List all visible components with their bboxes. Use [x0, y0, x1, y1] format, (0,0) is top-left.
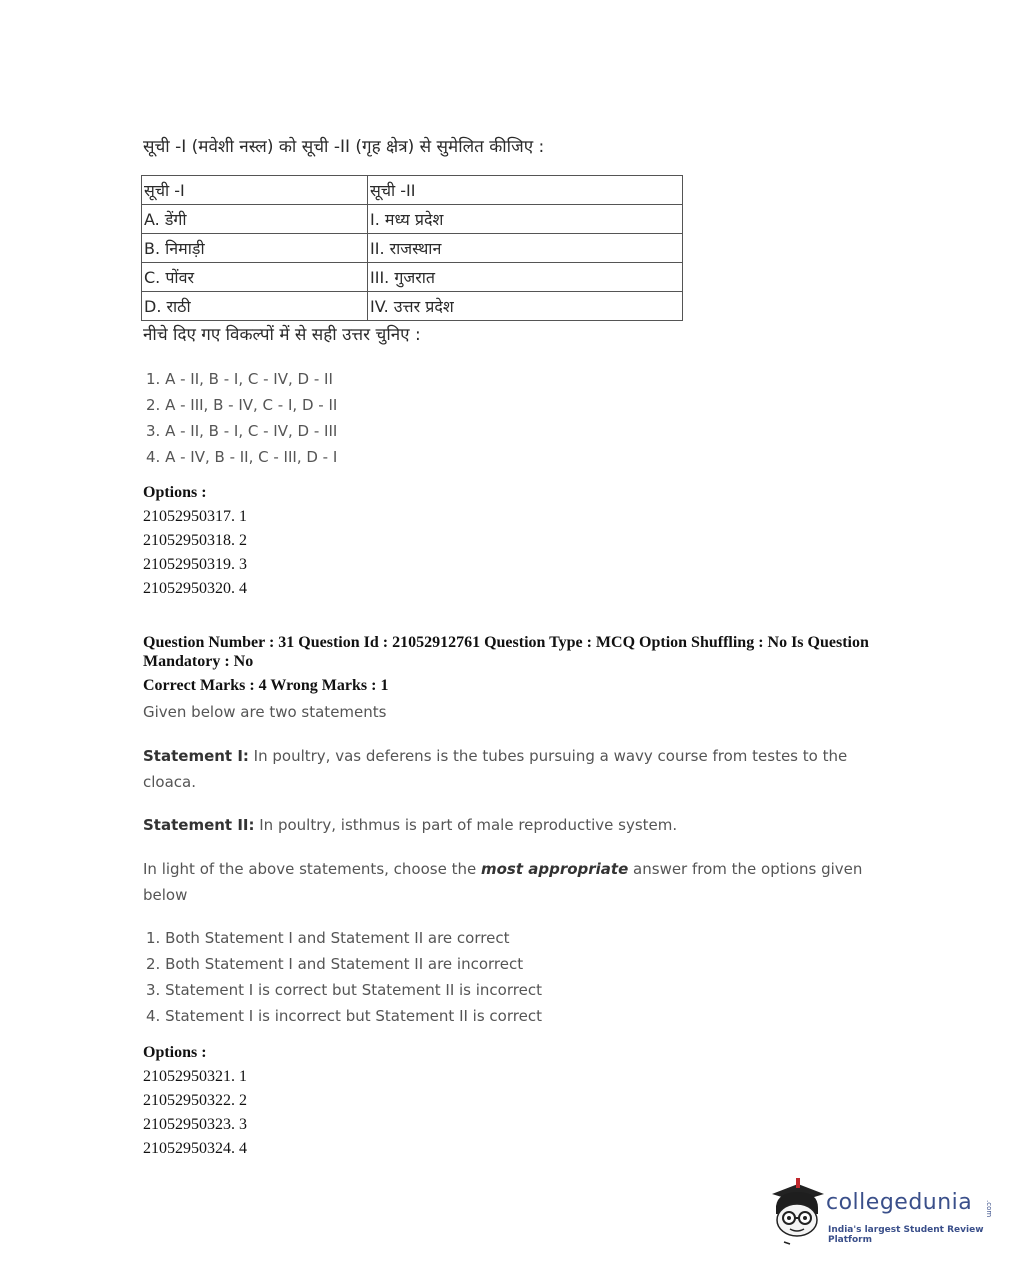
options-list: [143, 1065, 247, 1161]
question-30-intro: सूची -I (मवेशी नस्ल) को सूची -II (गृह क्षेत्र) से सुमेलित कीजिए :: [143, 137, 545, 157]
instruction-pre: In light of the above statements, choose the: [143, 860, 481, 878]
table-cell: A. डेंगी: [142, 205, 368, 234]
option-item: 21052950324. 4: [143, 1140, 247, 1157]
choice-item: 4. A - IV, B - II, C - III, D - I: [146, 448, 338, 466]
options-heading: Options :: [143, 1044, 207, 1061]
statement-1-text: In poultry, vas deferens is the tubes pursuing a wavy course from testes to the cloaca.: [143, 747, 848, 791]
match-table: [141, 175, 683, 321]
mascot-logo-icon: [768, 1176, 826, 1246]
question-30-prompt: नीचे दिए गए विकल्पों में से सही उत्तर चुनिए :: [143, 325, 421, 345]
table-header-cell: सूची -I: [142, 176, 368, 205]
table-cell: D. राठी: [142, 292, 368, 321]
choice-item: 1. Both Statement I and Statement II are correct: [146, 929, 510, 947]
choice-item: 2. Both Statement I and Statement II are incorrect: [146, 955, 524, 973]
statement-2-text: In poultry, isthmus is part of male reproductive system.: [254, 816, 678, 834]
option-item: 21052950319. 3: [143, 556, 247, 573]
brand-tagline: India's largest Student Review Platform: [828, 1225, 984, 1245]
instruction: [143, 856, 863, 908]
choice-item: 3. Statement I is correct but Statement II is incorrect: [146, 981, 542, 999]
table-header-row: [142, 176, 683, 205]
statement-2: [143, 812, 863, 838]
option-item: 21052950320. 4: [143, 580, 247, 597]
choice-item: 2. A - III, B - IV, C - I, D - II: [146, 396, 338, 414]
table-row: [142, 292, 683, 321]
option-item: 21052950323. 3: [143, 1116, 247, 1133]
question-31-lead: Given below are two statements: [143, 703, 387, 721]
table-row: [142, 205, 683, 234]
question-31-marks: Correct Marks : 4 Wrong Marks : 1: [143, 677, 389, 694]
options-heading: Options :: [143, 484, 207, 501]
table-header-cell: सूची -II: [368, 176, 683, 205]
option-item: 21052950322. 2: [143, 1092, 247, 1109]
table-cell: I. मध्य प्रदेश: [368, 205, 683, 234]
brand-name: collegedunia: [826, 1190, 973, 1215]
statement-1: [143, 743, 863, 795]
question-31-choices: [146, 925, 542, 1029]
table-cell: B. निमाड़ी: [142, 234, 368, 263]
table-cell: III. गुजरात: [368, 263, 683, 292]
option-item: 21052950317. 1: [143, 508, 247, 525]
choice-item: 3. A - II, B - I, C - IV, D - III: [146, 422, 338, 440]
table-row: [142, 234, 683, 263]
table-cell: II. राजस्थान: [368, 234, 683, 263]
table-cell: IV. उत्तर प्रदेश: [368, 292, 683, 321]
statement-1-label: Statement I:: [143, 747, 249, 765]
options-list: [143, 505, 247, 601]
option-item: 21052950321. 1: [143, 1068, 247, 1085]
brand-domain: .com: [985, 1200, 993, 1218]
instruction-post: answer from the options given below: [143, 860, 863, 904]
option-item: 21052950318. 2: [143, 532, 247, 549]
table-row: [142, 263, 683, 292]
choice-item: 1. A - II, B - I, C - IV, D - II: [146, 370, 333, 388]
question-30-choices: [146, 366, 337, 470]
instruction-emphasis: most appropriate: [480, 860, 629, 878]
statement-2-label: Statement II:: [143, 816, 255, 834]
question-31-meta: Question Number : 31 Question Id : 21052912761 Question Type : MCQ Option Shuffling : No Is Question Mandatory : No: [143, 634, 869, 670]
table-cell: C. पोंवर: [142, 263, 368, 292]
choice-item: 4. Statement I is incorrect but Statement II is correct: [146, 1007, 542, 1025]
